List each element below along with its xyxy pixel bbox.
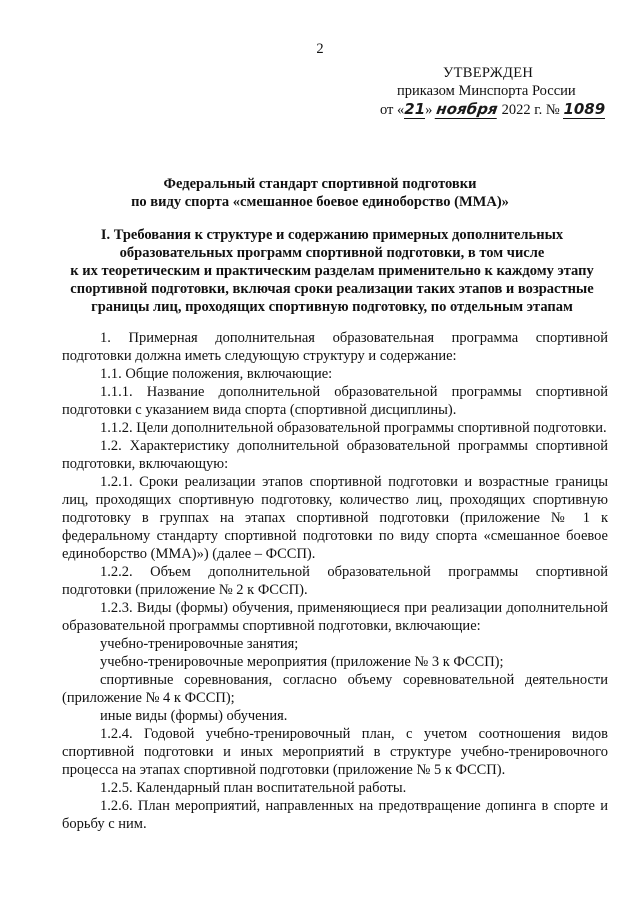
title-line-1: Федеральный стандарт спортивной подготовки (163, 176, 477, 192)
date-prefix: от « (380, 102, 405, 118)
paragraph: 1.2.4. Годовой учебно-тренировочный план, с учетом соотношения видов спортивной подготовки и иных мероприятий в структуре учебно-тренировочного процесса на этапах спортивной подготовки (приложение № 5 к ФССП). (62, 726, 608, 778)
paragraph: 1.2.6. План мероприятий, направленных на предотвращение допинга в спорте и борьбу с ним. (62, 798, 608, 832)
approval-date-line (380, 100, 630, 119)
paragraph: спортивные соревнования, согласно объему соревновательной деятельности (приложение № 4 к ФССП); (62, 672, 608, 706)
paragraph: учебно-тренировочные мероприятия (приложение № 3 к ФССП); (100, 654, 504, 670)
paragraph: 1.2.5. Календарный план воспитательной работы. (100, 780, 407, 796)
paragraph: 1.2. Характеристику дополнительной образовательной программы спортивной подготовки, включающую: (62, 438, 608, 472)
paragraph: 1.1.2. Цели дополнительной образовательной программы спортивной подготовки. (100, 420, 607, 436)
section-line-4: спортивной подготовки, включая сроки реализации таких этапов и возрастные (70, 281, 594, 297)
year-and-number-label: 2022 г. № (501, 102, 560, 118)
paragraph: 1.2.2. Объем дополнительной образовательной программы спортивной подготовки (приложение № 2 к ФССП). (62, 564, 608, 598)
section-heading (58, 226, 606, 316)
date-quote-close: » (425, 102, 433, 118)
title-line-2: по виду спорта «смешанное боевое единоборство (ММА)» (131, 194, 509, 210)
approval-heading: УТВЕРЖДЕН (443, 65, 534, 81)
section-line-2: образовательных программ спортивной подготовки, в том числе (119, 245, 545, 261)
handwritten-order-number: 1089 (563, 100, 606, 118)
paragraph: учебно-тренировочные занятия; (100, 636, 299, 652)
document-body (62, 329, 608, 833)
handwritten-day: 21 (404, 100, 426, 118)
paragraph: 1. Примерная дополнительная образовательная программа спортивной подготовки должна иметь следующую структуру и содержание: (62, 330, 608, 364)
handwritten-month: ноября (435, 100, 499, 118)
paragraph: иные виды (формы) обучения. (100, 708, 288, 724)
paragraph: 1.1.1. Название дополнительной образовательной программы спортивной подготовки с указанием вида спорта (спортивной дисциплины). (62, 384, 608, 418)
section-line-1: I. Требования к структуре и содержанию примерных дополнительных (100, 227, 564, 243)
approval-block (380, 64, 630, 119)
section-line-5: границы лиц, проходящих спортивную подготовку, по отдельным этапам (91, 299, 573, 315)
paragraph: 1.1. Общие положения, включающие: (100, 366, 333, 382)
document-title (40, 175, 600, 211)
section-line-3: к их теоретическим и практическим разделам применительно к каждому этапу (70, 263, 594, 279)
paragraph: 1.2.1. Сроки реализации этапов спортивной подготовки и возрастные границы лиц, проходящих спортивную подготовку, количество лиц, проходящих спортивную подготовку в группах на этапах спортивной подготовки (приложение № 1 к федеральному стандарту спортивной подготовки по виду спорта «смешанное боевое единоборство (ММА)») (далее – ФССП). (62, 474, 608, 562)
page-number: 2 (316, 41, 324, 57)
approval-order-line: приказом Минспорта России (397, 83, 576, 99)
paragraph: 1.2.3. Виды (формы) обучения, применяющиеся при реализации дополнительной образовательной программы спортивной подготовки, включающие: (62, 600, 608, 634)
